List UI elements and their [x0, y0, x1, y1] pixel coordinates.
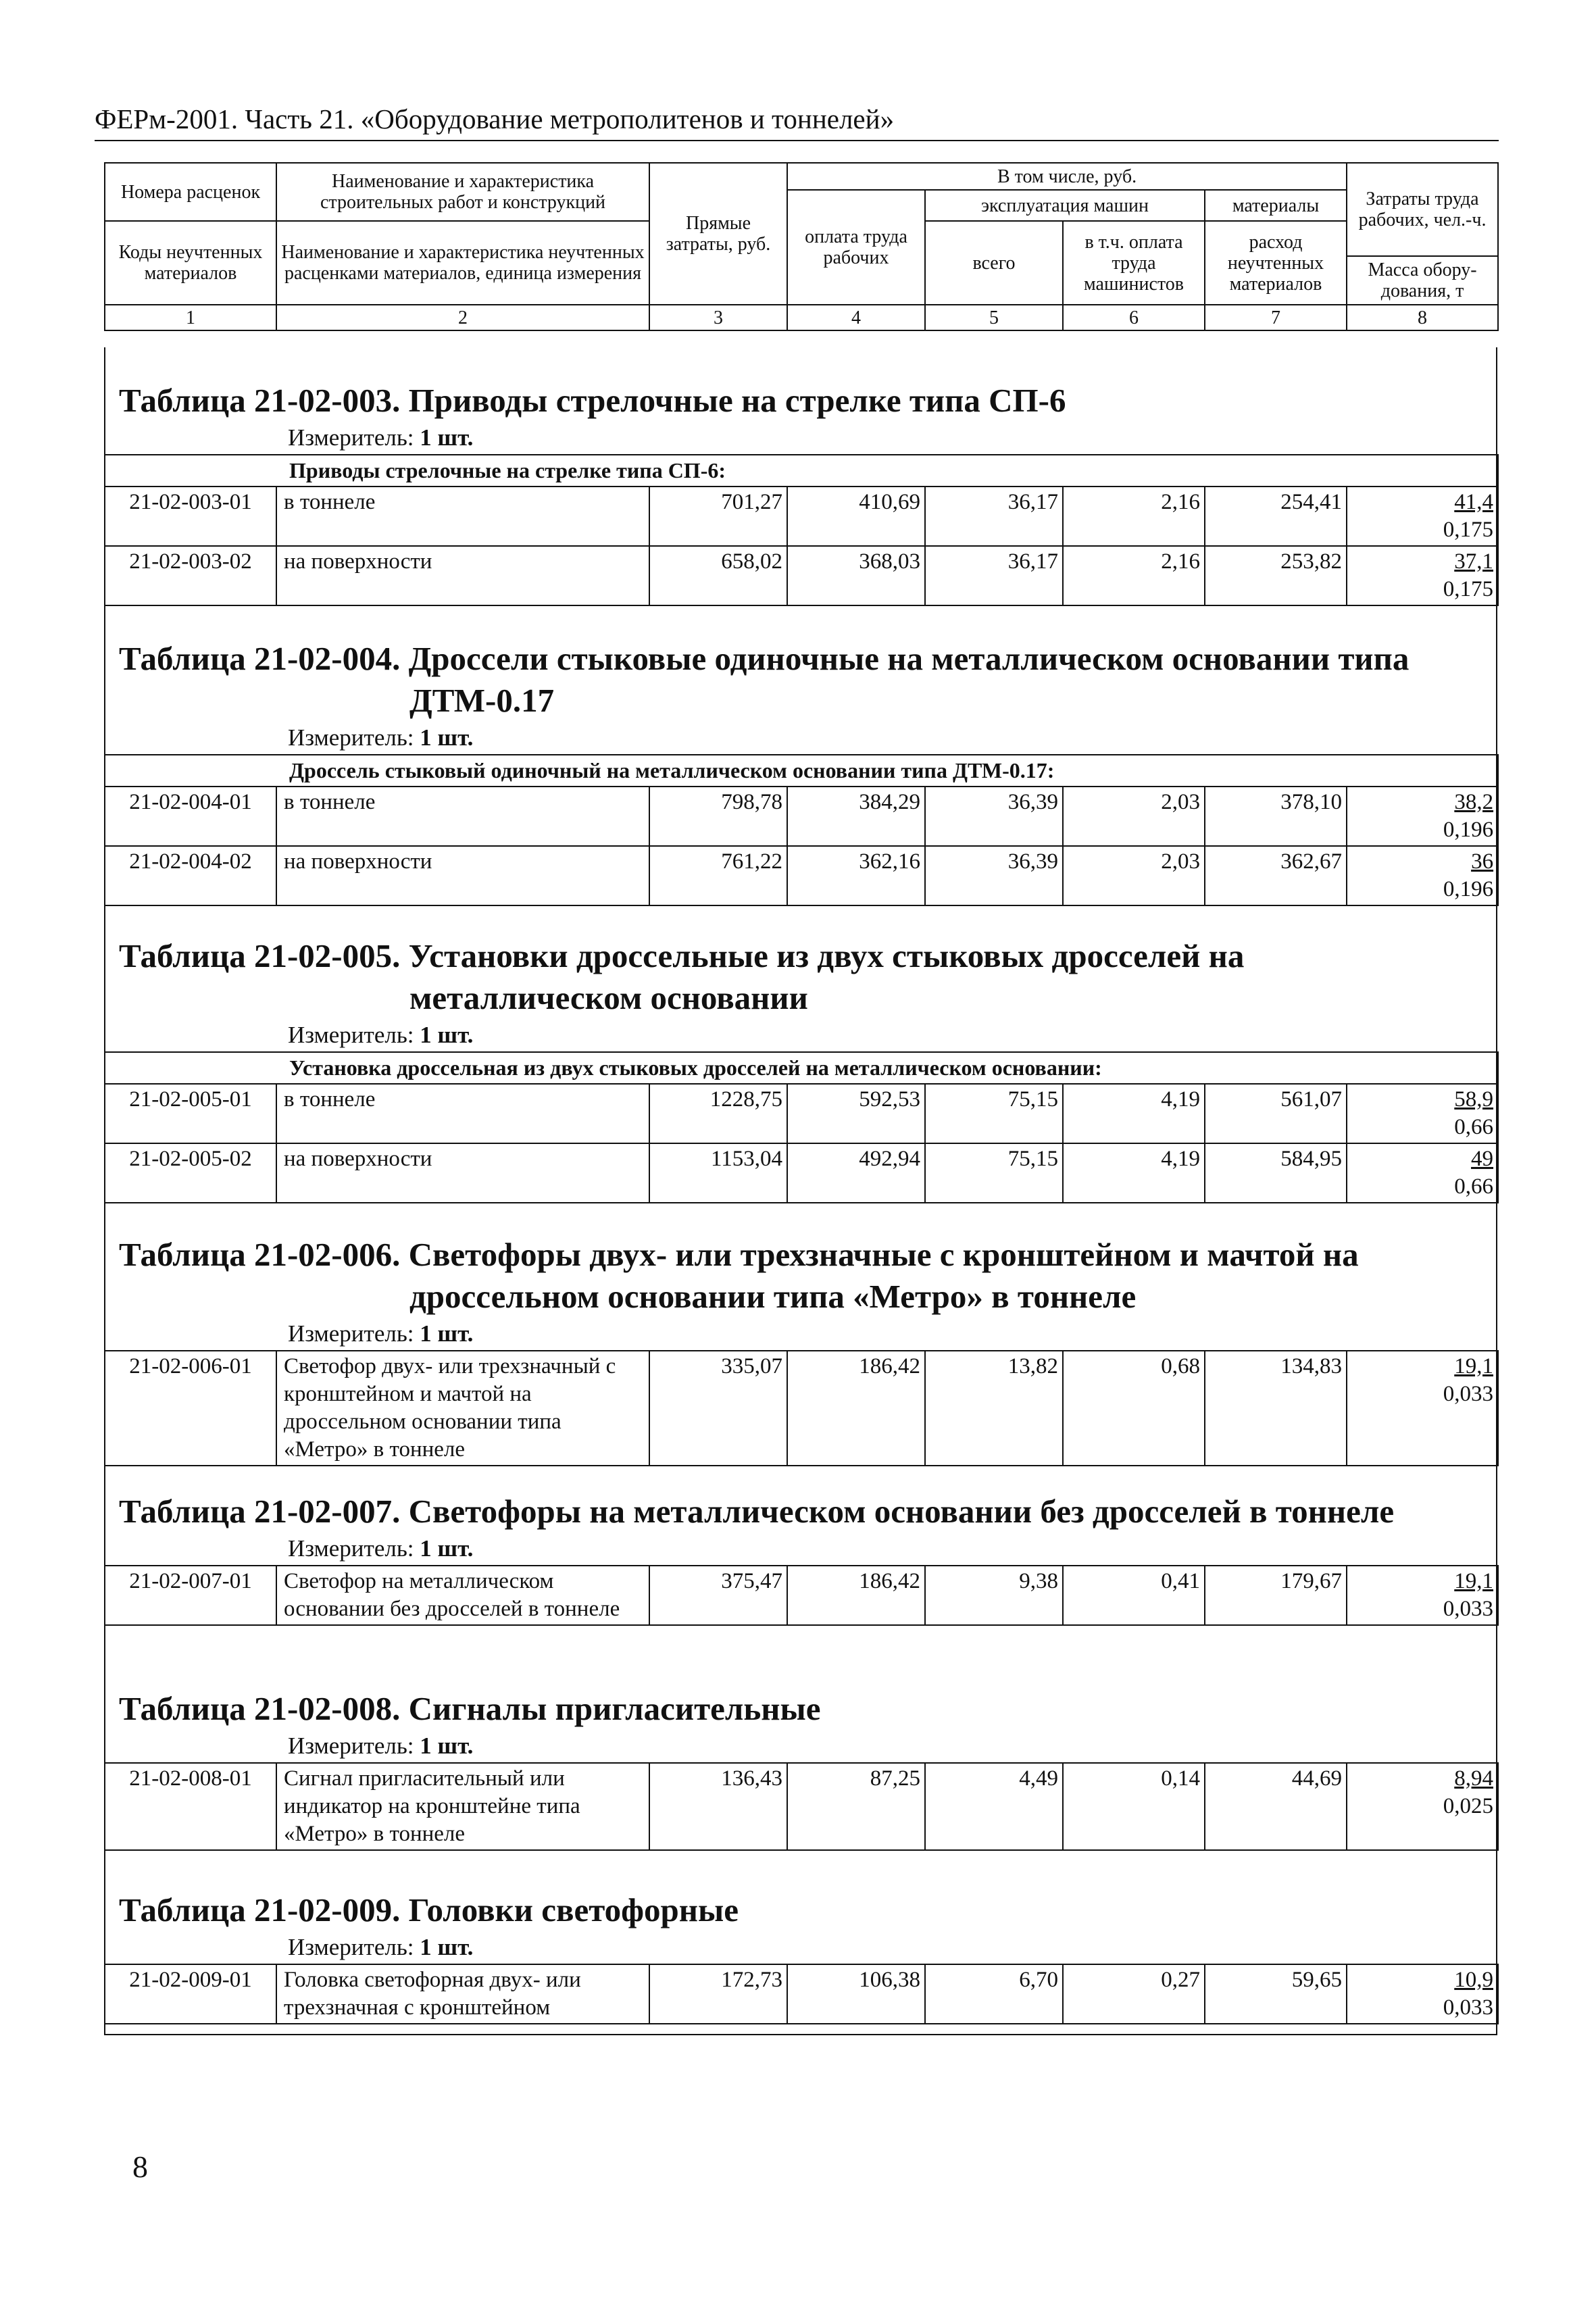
price-table: [104, 454, 1499, 606]
price-table-block: [104, 1234, 1497, 1466]
labor-pay: 384,29: [787, 787, 925, 846]
direct-cost: 1153,04: [649, 1143, 787, 1203]
measure-line: [288, 722, 1497, 754]
material-cost: 584,95: [1205, 1143, 1347, 1203]
measure-line: [288, 1931, 1497, 1964]
table-title: [119, 1234, 1497, 1318]
work-name: в тоннеле: [276, 1084, 649, 1143]
labor-hours: 38,2: [1454, 790, 1494, 814]
labor-mass-cell: [1347, 1143, 1498, 1203]
labor-hours: 58,9: [1454, 1087, 1494, 1112]
labor-hours: 41,4: [1454, 490, 1493, 514]
rate-code: 21-02-003-02: [105, 546, 276, 605]
machinist-pay: 0,68: [1063, 1351, 1205, 1466]
rate-code: 21-02-009-01: [105, 1964, 276, 2024]
rate-code: 21-02-007-01: [105, 1566, 276, 1625]
col-number: 8: [1347, 305, 1498, 330]
group-heading: Дроссель стыковый одиночный на металлическом основании типа ДТМ-0.17:: [105, 755, 1498, 787]
group-heading: Установка дроссельная из двух стыковых дросселей на металлическом основании:: [105, 1052, 1498, 1084]
labor-pay: 362,16: [787, 846, 925, 905]
labor-pay: 410,69: [787, 487, 925, 546]
machine-cost: 6,70: [925, 1964, 1063, 2024]
group-row: [105, 455, 1498, 487]
equipment-mass: 0,196: [1443, 818, 1494, 842]
measure-value: 1 шт.: [420, 424, 474, 451]
table-row: [105, 1084, 1498, 1143]
table-title: [119, 638, 1497, 722]
equipment-mass: 0,66: [1454, 1174, 1494, 1199]
table-row: [105, 1964, 1498, 2024]
measure-line: [288, 422, 1497, 454]
group-row: [105, 755, 1498, 787]
equipment-mass: 0,033: [1443, 1995, 1493, 2020]
pay-header: оплата труда рабочих: [787, 190, 925, 305]
measure-value: 1 шт.: [420, 1733, 474, 1759]
mat-sub-header: расход неучтенных материалов: [1205, 221, 1347, 305]
work-name: на поверхности: [276, 546, 649, 605]
col2-bottom-header: Наименование и характеристика неучтенных расценками материалов, единица измерения: [276, 221, 649, 305]
work-name: в тоннеле: [276, 487, 649, 546]
direct-cost: 136,43: [649, 1763, 787, 1850]
table-title-text: Таблица 21-02-008. Сигналы пригласительные: [119, 1690, 821, 1727]
measure-label: Измеритель:: [288, 1022, 414, 1048]
table-title-text: Таблица 21-02-004. Дроссели стыковые одиночные на металлическом основании типа: [119, 640, 1410, 677]
mach-incl-header: в т.ч. оплата труда машинистов: [1063, 221, 1205, 305]
col-number: 2: [276, 305, 649, 330]
col-number: 6: [1063, 305, 1205, 330]
table-title: [119, 1688, 1497, 1730]
rate-code: 21-02-004-02: [105, 846, 276, 905]
col-number: 1: [105, 305, 276, 330]
machine-cost: 36,17: [925, 546, 1063, 605]
work-name: Головка светофорная двух- или трехзначная с кронштейном: [276, 1964, 649, 2024]
col2-top-header: Наименование и характеристика строительных работ и конструкций: [276, 163, 649, 221]
col1-bottom-header: Коды неучтенных материалов: [105, 221, 276, 305]
incl-header: В том числе, руб.: [787, 163, 1347, 190]
table-row: [105, 546, 1498, 605]
measure-label: Измеритель:: [288, 1535, 414, 1562]
labor-header: Затраты труда рабочих, чел.-ч.: [1347, 163, 1498, 256]
table-title-continuation: дроссельном основании типа «Метро» в тоннеле: [409, 1278, 1137, 1315]
col-number: 5: [925, 305, 1063, 330]
table-title-continuation: ДТМ-0.17: [409, 682, 555, 719]
direct-cost: 172,73: [649, 1964, 787, 2024]
material-cost: 44,69: [1205, 1763, 1347, 1850]
machine-cost: 75,15: [925, 1084, 1063, 1143]
table-row: [105, 1566, 1498, 1625]
measure-line: [288, 1533, 1497, 1565]
equipment-mass: 0,175: [1443, 518, 1493, 542]
table-title: [119, 1889, 1497, 1931]
measure-label: Измеритель:: [288, 1934, 414, 1960]
rate-code: 21-02-003-01: [105, 487, 276, 546]
labor-hours: 49: [1471, 1147, 1494, 1171]
direct-cost: 798,78: [649, 787, 787, 846]
measure-label: Измеритель:: [288, 1320, 414, 1347]
price-table-block: [104, 935, 1497, 1203]
labor-hours: 19,1: [1454, 1569, 1493, 1593]
machine-cost: 36,17: [925, 487, 1063, 546]
mach-header: эксплуатация машин: [925, 190, 1205, 221]
price-table: [104, 1762, 1499, 1851]
labor-mass-cell: [1347, 1964, 1498, 2024]
labor-pay: 592,53: [787, 1084, 925, 1143]
labor-mass-cell: [1347, 1084, 1498, 1143]
price-table-block: [104, 638, 1497, 906]
labor-hours: 19,1: [1454, 1354, 1493, 1378]
measure-label: Измеритель:: [288, 724, 414, 751]
col-number: 4: [787, 305, 925, 330]
machinist-pay: 2,16: [1063, 487, 1205, 546]
page-number: 8: [132, 2149, 148, 2184]
material-cost: 179,67: [1205, 1566, 1347, 1625]
equipment-mass: 0,175: [1443, 577, 1493, 601]
labor-hours: 36: [1471, 849, 1494, 874]
equipment-mass: 0,025: [1443, 1794, 1493, 1818]
table-title-continuation: металлическом основании: [409, 979, 808, 1016]
labor-pay: 106,38: [787, 1964, 925, 2024]
price-table-block: [104, 380, 1497, 606]
work-name: на поверхности: [276, 846, 649, 905]
price-table: [104, 1051, 1499, 1203]
machine-cost: 9,38: [925, 1566, 1063, 1625]
direct-cost: 761,22: [649, 846, 787, 905]
measure-value: 1 шт.: [420, 724, 474, 751]
table-title-text: Таблица 21-02-006. Светофоры двух- или трехзначные с кронштейном и мачтой на: [119, 1236, 1359, 1273]
table-row: [105, 787, 1498, 846]
header-rule: [95, 140, 1499, 141]
price-table-block: [104, 1491, 1497, 1626]
table-row: [105, 1351, 1498, 1466]
machinist-pay: 2,03: [1063, 787, 1205, 846]
table-title-text: Таблица 21-02-007. Светофоры на металлическом основании без дросселей в тоннеле: [119, 1493, 1395, 1530]
labor-mass-cell: [1347, 546, 1498, 605]
machinist-pay: 4,19: [1063, 1143, 1205, 1203]
machine-cost: 4,49: [925, 1763, 1063, 1850]
col-number: 7: [1205, 305, 1347, 330]
direct-cost: 335,07: [649, 1351, 787, 1466]
machinist-pay: 2,16: [1063, 546, 1205, 605]
col1-top-header: Номера расценок: [105, 163, 276, 221]
labor-mass-cell: [1347, 1566, 1498, 1625]
price-table: [104, 754, 1499, 906]
price-table-block: [104, 1688, 1497, 1851]
direct-cost: 658,02: [649, 546, 787, 605]
table-row: [105, 1763, 1498, 1850]
price-table-block: [104, 1889, 1497, 2024]
direct-cost: 701,27: [649, 487, 787, 546]
material-cost: 253,82: [1205, 546, 1347, 605]
direct-cost: 1228,75: [649, 1084, 787, 1143]
mat-header: материалы: [1205, 190, 1347, 221]
rate-code: 21-02-008-01: [105, 1763, 276, 1850]
rate-code: 21-02-005-02: [105, 1143, 276, 1203]
measure-line: [288, 1318, 1497, 1350]
machinist-pay: 2,03: [1063, 846, 1205, 905]
table-row: [105, 487, 1498, 546]
measure-line: [288, 1019, 1497, 1051]
equipment-mass: 0,196: [1443, 877, 1494, 901]
col3-header: Прямые затраты, руб.: [649, 163, 787, 305]
group-heading: Приводы стрелочные на стрелке типа СП-6:: [105, 455, 1498, 487]
measure-line: [288, 1730, 1497, 1762]
measure-label: Измеритель:: [288, 424, 414, 451]
table-row: [105, 1143, 1498, 1203]
direct-cost: 375,47: [649, 1566, 787, 1625]
work-name: Светофор на металлическом основании без дросселей в тоннеле: [276, 1566, 649, 1625]
material-cost: 59,65: [1205, 1964, 1347, 2024]
measure-value: 1 шт.: [420, 1320, 474, 1347]
measure-value: 1 шт.: [420, 1535, 474, 1562]
table-title-text: Таблица 21-02-005. Установки дроссельные из двух стыковых дросселей на: [119, 937, 1245, 974]
table-title: [119, 1491, 1497, 1533]
labor-mass-cell: [1347, 1763, 1498, 1850]
equipment-mass: 0,033: [1443, 1382, 1493, 1406]
table-title: [119, 935, 1497, 1019]
price-table: [104, 1964, 1499, 2024]
machine-cost: 13,82: [925, 1351, 1063, 1466]
page-header: ФЕРм-2001. Часть 21. «Оборудование метрополитенов и тоннелей»: [95, 103, 895, 134]
labor-hours: 8,94: [1454, 1766, 1493, 1791]
table-title-text: Таблица 21-02-009. Головки светофорные: [119, 1891, 739, 1928]
material-cost: 378,10: [1205, 787, 1347, 846]
measure-value: 1 шт.: [420, 1934, 474, 1960]
labor-pay: 368,03: [787, 546, 925, 605]
machine-cost: 36,39: [925, 787, 1063, 846]
machinist-pay: 4,19: [1063, 1084, 1205, 1143]
column-number-row: [105, 305, 1498, 330]
measure-value: 1 шт.: [420, 1022, 474, 1048]
work-name: Светофор двух- или трехзначный с кронштейном и мачтой на дроссельном основании типа «Метро» в тоннеле: [276, 1351, 649, 1466]
labor-pay: 186,42: [787, 1566, 925, 1625]
material-cost: 362,67: [1205, 846, 1347, 905]
mass-header: Масса обору-дования, т: [1347, 256, 1498, 305]
col-number: 3: [649, 305, 787, 330]
column-header-table: [104, 162, 1499, 331]
price-table: [104, 1350, 1499, 1466]
material-cost: 134,83: [1205, 1351, 1347, 1466]
material-cost: 561,07: [1205, 1084, 1347, 1143]
labor-mass-cell: [1347, 787, 1498, 846]
machine-cost: 36,39: [925, 846, 1063, 905]
table-title-text: Таблица 21-02-003. Приводы стрелочные на стрелке типа СП-6: [119, 382, 1066, 419]
labor-pay: 492,94: [787, 1143, 925, 1203]
machinist-pay: 0,27: [1063, 1964, 1205, 2024]
machinist-pay: 0,41: [1063, 1566, 1205, 1625]
labor-hours: 37,1: [1454, 549, 1493, 574]
labor-pay: 87,25: [787, 1763, 925, 1850]
equipment-mass: 0,66: [1454, 1115, 1494, 1139]
labor-pay: 186,42: [787, 1351, 925, 1466]
labor-mass-cell: [1347, 846, 1498, 905]
labor-mass-cell: [1347, 487, 1498, 546]
rate-code: 21-02-006-01: [105, 1351, 276, 1466]
labor-hours: 10,9: [1454, 1968, 1493, 1992]
equipment-mass: 0,033: [1443, 1597, 1493, 1621]
machinist-pay: 0,14: [1063, 1763, 1205, 1850]
table-title: [119, 380, 1497, 422]
table-row: [105, 846, 1498, 905]
work-name: на поверхности: [276, 1143, 649, 1203]
material-cost: 254,41: [1205, 487, 1347, 546]
machine-cost: 75,15: [925, 1143, 1063, 1203]
rate-code: 21-02-005-01: [105, 1084, 276, 1143]
measure-label: Измеритель:: [288, 1733, 414, 1759]
mach-total-header: всего: [925, 221, 1063, 305]
work-name: Сигнал пригласительный или индикатор на кронштейне типа «Метро» в тоннеле: [276, 1763, 649, 1850]
price-table: [104, 1565, 1499, 1626]
rate-code: 21-02-004-01: [105, 787, 276, 846]
work-name: в тоннеле: [276, 787, 649, 846]
group-row: [105, 1052, 1498, 1084]
labor-mass-cell: [1347, 1351, 1498, 1466]
